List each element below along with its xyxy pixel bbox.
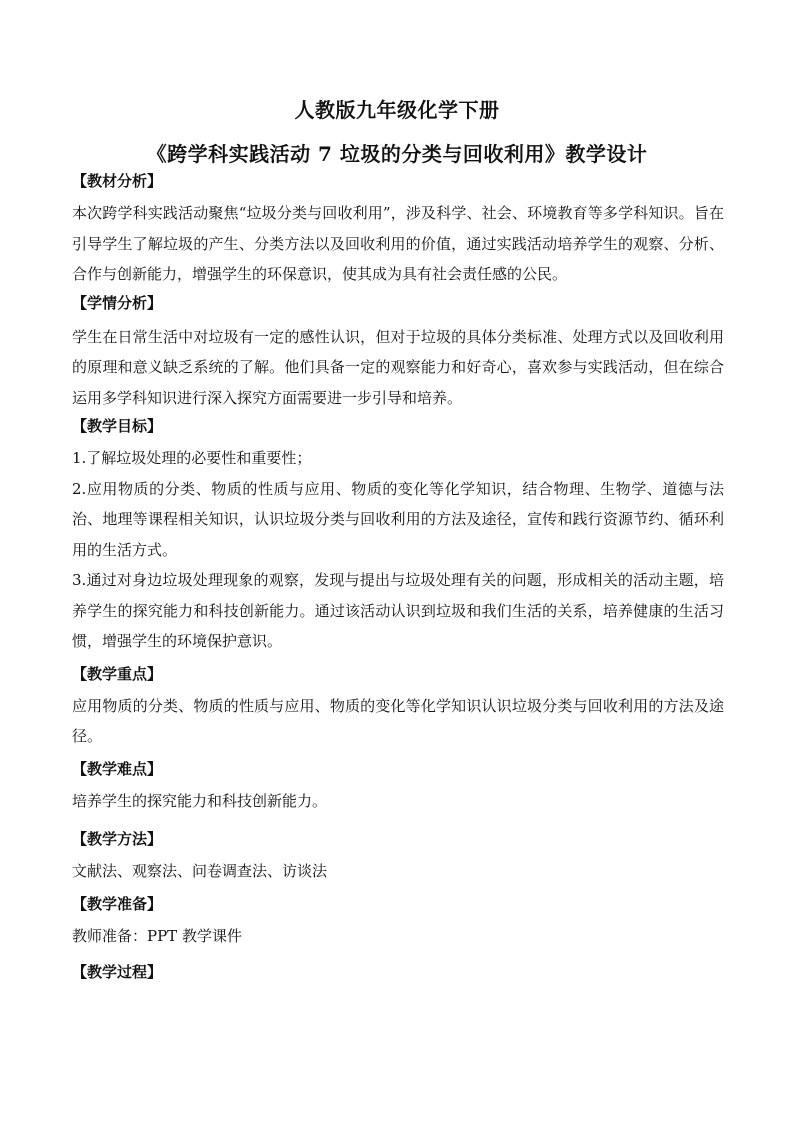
section-teaching-process (72, 961, 724, 983)
document-subtitle: 《跨学科实践活动 7 垃圾的分类与回收利用》教学设计 (146, 142, 648, 166)
section-teaching-methods (72, 828, 724, 887)
section-key-points (72, 663, 724, 752)
section-heading: 【教学过程】 (72, 963, 163, 981)
section-difficulties (72, 758, 724, 817)
section-heading: 【学情分析】 (72, 293, 163, 312)
section-heading: 【教学准备】 (72, 894, 163, 913)
goal-item-1: 1.了解垃圾处理的必要性和重要性； (72, 449, 312, 467)
section-paragraph: 学生在日常生活中对垃圾有一定的感性认识，但对于垃圾的具体分类标准、处理方式以及回收利用的原理和意义缺乏系统的了解。他们具备一定的观察能力和好奇心，喜欢参与实践活动，但在综合运用多学科知识进行深入探究方面需要进一步引导和培养。 (72, 327, 724, 407)
document-title: 人教版九年级化学下册 (294, 98, 500, 122)
section-heading: 【教学难点】 (72, 759, 163, 778)
section-paragraph: 应用物质的分类、物质的性质与应用、物质的变化等化学知识认识垃圾分类与回收利用的方法及途径。 (72, 696, 724, 745)
document-body (72, 170, 724, 983)
section-paragraph: 培养学生的探究能力和科技创新能力。 (72, 791, 328, 810)
goal-item-3: 3.通过对身边垃圾处理现象的观察，发现与提出与垃圾处理有关的问题，形成相关的活动主题，培养学生的探究能力和科技创新能力。通过该活动认识到垃圾和我们生活的关系，培养健康的生活习惯，增强学生的环境保护意识。 (72, 571, 724, 650)
section-student-analysis (72, 292, 724, 414)
section-teaching-goals (72, 415, 724, 657)
section-preparation (72, 893, 724, 952)
goal-item-2: 2.应用物质的分类、物质的性质与应用、物质的变化等化学知识，结合物理、生物学、道德与法治、地理等课程相关知识，认识垃圾分类与回收利用的方法及途径，宣传和践行资源节约、循环利用的生活方式。 (72, 479, 724, 559)
section-heading: 【教学方法】 (72, 830, 163, 848)
section-paragraph: 本次跨学科实践活动聚焦“垃圾分类与回收利用”，涉及科学、社会、环境教育等多学科知识。旨在引导学生了解垃圾的产生、分类方法以及回收利用的价值，通过实践活动培养学生的观察、分析、合作与创新能力，增强学生的环保意识，使其成为具有社会责任感的公民。 (72, 204, 724, 283)
section-paragraph: 教师准备：PPT 教学课件 (72, 926, 242, 945)
section-paragraph: 文献法、观察法、问卷调查法、访谈法 (72, 862, 328, 880)
section-heading: 【教材分析】 (72, 172, 163, 190)
section-heading: 【教学重点】 (72, 664, 163, 683)
section-textbook-analysis (72, 170, 724, 290)
section-heading: 【教学目标】 (72, 417, 163, 435)
